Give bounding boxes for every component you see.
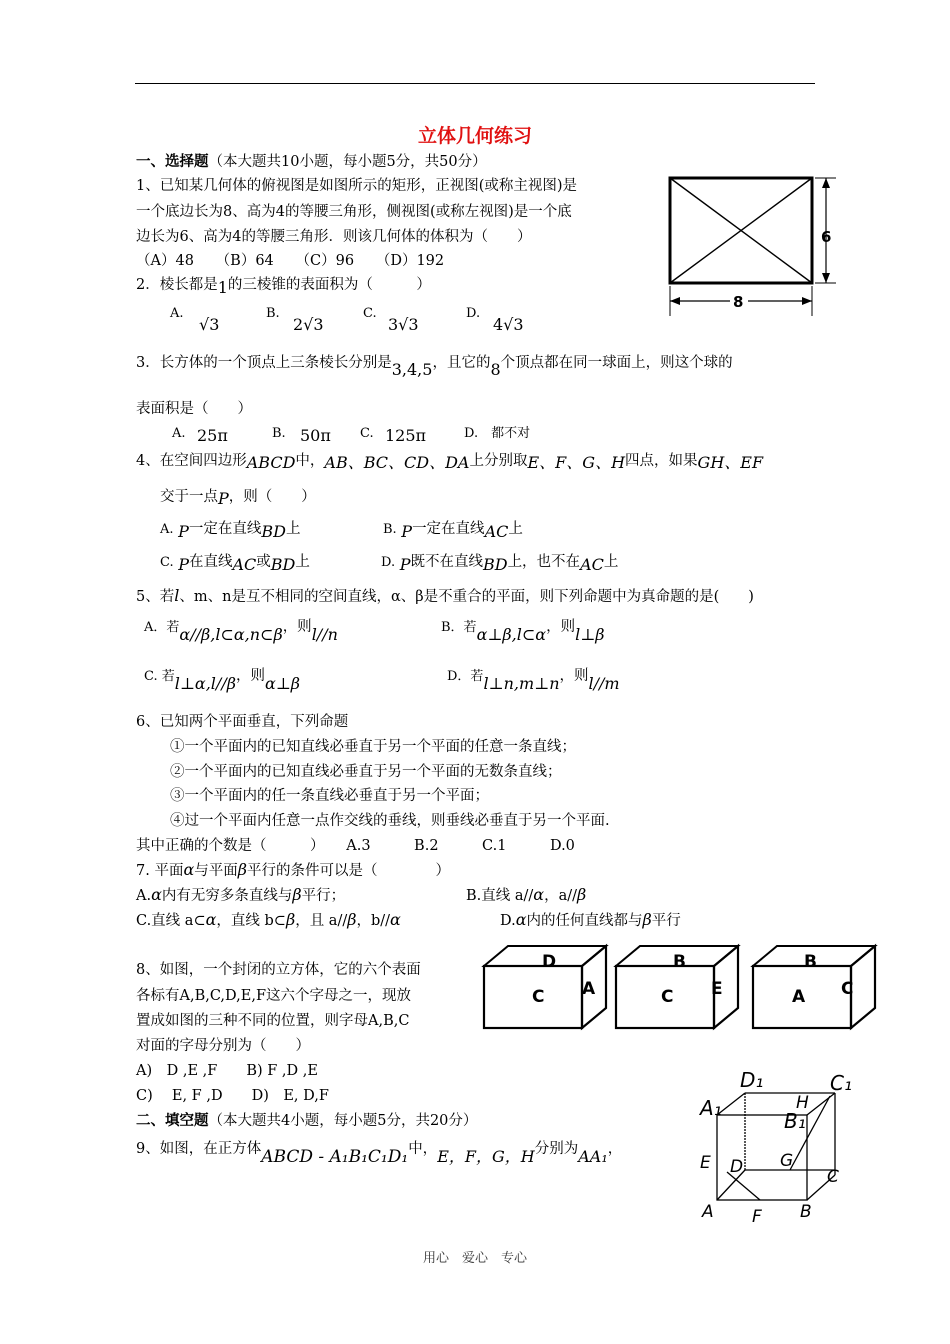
q4-p4: 四点，如果 bbox=[625, 453, 698, 469]
q3-post: 个顶点都在同一球面上，则这个球的 bbox=[500, 355, 733, 371]
label-A1: A₁ bbox=[700, 1096, 722, 1120]
q2-a-label: A. bbox=[170, 306, 184, 321]
q4-option-a bbox=[160, 518, 301, 541]
label-C1: C₁ bbox=[830, 1071, 852, 1095]
q5-b-cond: α⊥β,l⊂α bbox=[476, 625, 547, 644]
q4-c-line1: AC bbox=[232, 555, 257, 574]
q6-stem: 6、已知两个平面垂直，下列命题 bbox=[136, 714, 349, 730]
q7-d-alpha: α bbox=[515, 910, 527, 929]
q5-p1: 5、若 bbox=[136, 589, 175, 605]
q4-option-b bbox=[383, 518, 523, 541]
q4-c-text: 在直线 bbox=[189, 554, 233, 570]
q9-expr: ABCD - A₁B₁C₁D₁ bbox=[261, 1147, 409, 1167]
q4-d-label: D. bbox=[381, 555, 396, 570]
q2-d-label: D. bbox=[466, 306, 481, 321]
q4-c-label: C. bbox=[160, 555, 174, 570]
q7-c-label: C.直线 a⊂ bbox=[136, 913, 206, 929]
label-B: B bbox=[800, 1202, 812, 1222]
q7-d-end: 平行 bbox=[651, 913, 681, 929]
q5-p2: 、m、n是互不相同的空间直线，α、β是不重合的平面，则下列命题中为真命题的是( ) bbox=[179, 589, 754, 605]
q3-a-value: 25π bbox=[197, 426, 228, 445]
q9-p4: ， bbox=[607, 1141, 623, 1157]
q4-a-label: A. bbox=[160, 522, 174, 537]
q4-a-p: P bbox=[178, 522, 189, 541]
cube-3-front: A bbox=[792, 987, 806, 1007]
label-B1: B₁ bbox=[784, 1109, 806, 1133]
label-E: E bbox=[700, 1153, 711, 1173]
q3-nums: 3,4,5 bbox=[391, 360, 433, 379]
q5-stem bbox=[136, 586, 754, 606]
label-H: H bbox=[796, 1093, 809, 1113]
q4-option-d bbox=[381, 551, 619, 574]
q5-c-label: C. 若 bbox=[144, 669, 175, 684]
q9-stem bbox=[136, 1138, 623, 1167]
q3-b-label: B. bbox=[272, 426, 286, 441]
section-heading bbox=[136, 153, 487, 171]
q4-b-end: 上 bbox=[508, 521, 523, 537]
q5-d-then: ，则 bbox=[559, 668, 589, 684]
q2-option-c bbox=[363, 305, 377, 322]
q9-cube-figure bbox=[690, 1060, 860, 1230]
q3-line2: 表面积是（ ） bbox=[136, 401, 252, 417]
section2-label: 二、填空题 bbox=[136, 1112, 209, 1129]
q4-abcd: ABCD bbox=[246, 453, 296, 472]
q7-c-beta2: β bbox=[347, 910, 357, 929]
q6-item-1: ①一个平面内的已知直线必垂直于另一个平面的任意一条直线； bbox=[170, 739, 576, 755]
section2-note: （本大题共4小题，每小题5分，共20分） bbox=[208, 1113, 478, 1129]
page-title: 立体几何练习 bbox=[417, 125, 532, 147]
label-C: C bbox=[827, 1167, 839, 1187]
q4-p2: 中， bbox=[295, 453, 325, 469]
q6-answer-line: 其中正确的个数是（ ） A.3 B.2 C.1 D.0 bbox=[136, 838, 575, 854]
q7-option-d bbox=[500, 910, 681, 930]
q1-options: （A）48 （B）64 （C）96 （D）192 bbox=[136, 253, 445, 269]
q7-a-end: 平行； bbox=[301, 888, 346, 904]
q7-b-label: B.直线 a// bbox=[466, 888, 534, 904]
q1-line3: 边长为6、高为4的等腰三角形．则该几何体的体积为（ ） bbox=[136, 229, 532, 245]
q2-post: 的三棱锥的表面积为（ ） bbox=[227, 277, 431, 293]
q8-line2: 各标有A,B,C,D,E,F这六个字母之一，现放 bbox=[136, 988, 412, 1004]
q3-c-value: 125π bbox=[385, 426, 427, 445]
q4-d-text: 既不在直线 bbox=[410, 554, 483, 570]
q1-line1: 1、已知某几何体的俯视图是如图所示的矩形，正视图(或称主视图)是 bbox=[136, 178, 578, 194]
q4-p3: 上分别取 bbox=[469, 453, 528, 469]
q4-a-end: 上 bbox=[286, 521, 301, 537]
q6-item-4: ④过一个平面内任意一点作交线的垂线，则垂线必垂直于另一个平面. bbox=[170, 813, 610, 829]
q4-a-text: 一定在直线 bbox=[188, 521, 262, 537]
label-D: D bbox=[730, 1157, 744, 1177]
q9-p3: 分别为 bbox=[534, 1141, 579, 1157]
q9-p2: 中， bbox=[408, 1141, 438, 1157]
cube-1 bbox=[484, 946, 606, 1028]
q5-d-result: l//m bbox=[588, 674, 620, 693]
q4-b-line: AC bbox=[484, 522, 509, 541]
section-label: 一、选择题 bbox=[136, 153, 209, 170]
q2-option-a-value: √3 bbox=[199, 315, 220, 334]
section2-heading bbox=[136, 1112, 477, 1130]
q5-option-c bbox=[144, 665, 301, 693]
q8-line1: 8、如图，一个封闭的立方体，它的六个表面 bbox=[136, 962, 421, 978]
q1-fig-height: 6 bbox=[821, 228, 832, 246]
q7-c-text: ，直线 b⊂ bbox=[216, 913, 286, 929]
q5-c-cond: l⊥α,l//β bbox=[174, 674, 236, 693]
label-G: G bbox=[780, 1151, 794, 1171]
q2-stem bbox=[136, 274, 431, 297]
q7-stem bbox=[136, 860, 450, 880]
q2-option-b-value: 2√3 bbox=[293, 315, 324, 334]
q2-option-b bbox=[266, 305, 280, 322]
q5-l: l bbox=[174, 586, 180, 605]
q7-b-beta: β bbox=[577, 885, 587, 904]
q5-c-then: ，则 bbox=[235, 668, 265, 684]
q1-figure bbox=[660, 170, 840, 320]
q6-item-3: ③一个平面内的任一条直线必垂直于另一个平面； bbox=[170, 788, 489, 804]
q7-p2: 与平面 bbox=[194, 863, 238, 879]
q3-a-label: A. bbox=[172, 426, 186, 441]
q7-option-a bbox=[136, 885, 345, 905]
q4-c-end: 上 bbox=[295, 554, 310, 570]
q4-b-p: P bbox=[401, 522, 413, 541]
q3-stem bbox=[136, 352, 733, 379]
q4-edges: AB、BC、CD、DA bbox=[324, 453, 470, 472]
q4-d-line2: AC bbox=[580, 555, 604, 574]
cube-1-top: D bbox=[542, 952, 557, 972]
q7-alpha: α bbox=[183, 860, 195, 879]
q5-d-label: D．若 bbox=[447, 669, 484, 684]
q3-n8: 8 bbox=[490, 360, 501, 379]
q2-option-a bbox=[170, 305, 184, 322]
q4-b-text: 一定在直线 bbox=[412, 521, 485, 537]
q7-beta: β bbox=[237, 860, 248, 879]
q9-points: E，F，G，H bbox=[437, 1147, 535, 1166]
q7-c-text3: ，b// bbox=[356, 913, 391, 929]
q7-c-alpha: α bbox=[205, 910, 217, 929]
q8-line4: 对面的字母分别为（ ） bbox=[136, 1038, 310, 1054]
cube-2-top: B bbox=[673, 952, 686, 972]
q6-item-2: ②一个平面内的已知直线必垂直于另一个平面的无数条直线； bbox=[170, 764, 562, 780]
section-note: （本大题共10小题，每小题5分，共50分） bbox=[208, 154, 487, 170]
cube-3 bbox=[753, 946, 875, 1028]
q7-d-beta: β bbox=[642, 910, 652, 929]
q8-cubes-figure bbox=[478, 940, 883, 1032]
label-F: F bbox=[752, 1207, 762, 1227]
q2-option-d bbox=[466, 305, 480, 322]
q9-p1: 9、如图，在正方体 bbox=[136, 1141, 262, 1157]
header-rule bbox=[135, 83, 815, 84]
q8-options-2: C) E, F ,D D) E, D,F bbox=[136, 1088, 329, 1104]
q4-d-mid: 上，也不在 bbox=[507, 554, 581, 570]
q4-stem bbox=[136, 450, 763, 470]
q7-option-b bbox=[466, 885, 586, 905]
q4-a-line: BD bbox=[261, 522, 286, 541]
q4-d-p: P bbox=[399, 555, 411, 574]
q4-points: E、F、G、H bbox=[527, 453, 626, 472]
q4-c-p: P bbox=[178, 555, 189, 574]
q3-c-label: C. bbox=[360, 426, 374, 441]
q4-p: P bbox=[218, 489, 229, 508]
q4-l2a: 交于一点 bbox=[160, 489, 218, 505]
q7-option-c bbox=[136, 910, 401, 930]
q7-d-label: D. bbox=[500, 913, 516, 929]
page-footer: 用心 爱心 专心 bbox=[422, 1251, 527, 1266]
cube-2-side: E bbox=[711, 979, 723, 999]
q5-option-a bbox=[144, 616, 338, 644]
q7-c-alpha2: α bbox=[390, 910, 401, 929]
q3-pre: 3．长方体的一个顶点上三条棱长分别是 bbox=[136, 355, 392, 371]
q4-d-end: 上 bbox=[603, 554, 619, 570]
q1-line2: 一个底边长为8、高为4的等腰三角形，侧视图(或称左视图)是一个底 bbox=[136, 204, 572, 220]
q5-c-result: α⊥β bbox=[264, 674, 301, 693]
q2-pre: 2．棱长都是 bbox=[136, 277, 218, 293]
label-D1: D₁ bbox=[740, 1068, 764, 1092]
q2-option-c-value: 3√3 bbox=[388, 315, 419, 334]
q4-d-line1: BD bbox=[482, 555, 508, 574]
q7-d-text: 内的任何直线都与 bbox=[526, 913, 643, 929]
q7-b-text: ，a// bbox=[544, 888, 578, 904]
q5-a-cond: α//β,l⊂α,n⊂β bbox=[179, 625, 283, 644]
cube-2-front: C bbox=[661, 987, 674, 1007]
q7-a-beta: β bbox=[292, 885, 302, 904]
cube-2 bbox=[616, 946, 738, 1028]
q2-option-d-value: 4√3 bbox=[493, 315, 524, 334]
q4-p1: 4、在空间四边形 bbox=[136, 453, 247, 469]
q3-mid: ，且它的 bbox=[432, 355, 491, 371]
q4-c-line2: BD bbox=[270, 555, 296, 574]
q5-b-label: B．若 bbox=[441, 620, 477, 635]
q2-c-label: C. bbox=[363, 306, 377, 321]
q7-b-alpha: α bbox=[533, 885, 545, 904]
cube-3-top: B bbox=[804, 952, 817, 972]
q3-b-value: 50π bbox=[300, 426, 331, 445]
q4-b-label: B. bbox=[383, 522, 397, 537]
q5-d-cond: l⊥n,m⊥n bbox=[483, 674, 560, 693]
q8-line3: 置成如图的三种不同的位置，则字母A,B,C bbox=[136, 1013, 410, 1029]
q7-p1: 7. 平面 bbox=[136, 863, 184, 879]
q3-d-label: D. 都不对 bbox=[464, 426, 531, 441]
q4-l2b: ，则（ ） bbox=[228, 489, 316, 505]
q1-fig-width: 8 bbox=[733, 293, 744, 311]
q4-c-or: 或 bbox=[256, 554, 271, 570]
q2-b-label: B. bbox=[266, 306, 280, 321]
cube-1-front: C bbox=[532, 987, 545, 1007]
q8-options-1: A) D ,E ,F B) F ,D ,E bbox=[136, 1063, 318, 1079]
q4-line2 bbox=[160, 486, 316, 506]
cube-1-side: A bbox=[582, 979, 596, 999]
q5-b-result: l⊥β bbox=[575, 625, 605, 644]
q5-a-label: A．若 bbox=[144, 620, 180, 635]
label-A: A bbox=[702, 1202, 714, 1222]
q7-p3: 平行的条件可以是（ ） bbox=[247, 863, 451, 879]
q5-a-result: l//n bbox=[311, 625, 338, 644]
q7-a-label: A. bbox=[136, 888, 152, 904]
q5-a-then: ，则 bbox=[282, 619, 312, 635]
q7-a-text: 内有无穷多条直线与 bbox=[161, 888, 293, 904]
q7-c-text2: ，且 a// bbox=[295, 913, 348, 929]
q7-c-beta: β bbox=[285, 910, 296, 929]
q7-a-alpha: α bbox=[151, 885, 162, 904]
q4-lines: GH、EF bbox=[697, 453, 764, 472]
q5-option-d bbox=[447, 665, 620, 693]
q9-seg: AA₁ bbox=[578, 1147, 608, 1166]
q4-option-c bbox=[160, 551, 310, 574]
q5-option-b bbox=[441, 616, 605, 644]
cube-3-side: C bbox=[841, 979, 854, 999]
q2-num: 1 bbox=[217, 278, 228, 297]
q5-b-then: ，则 bbox=[546, 619, 576, 635]
